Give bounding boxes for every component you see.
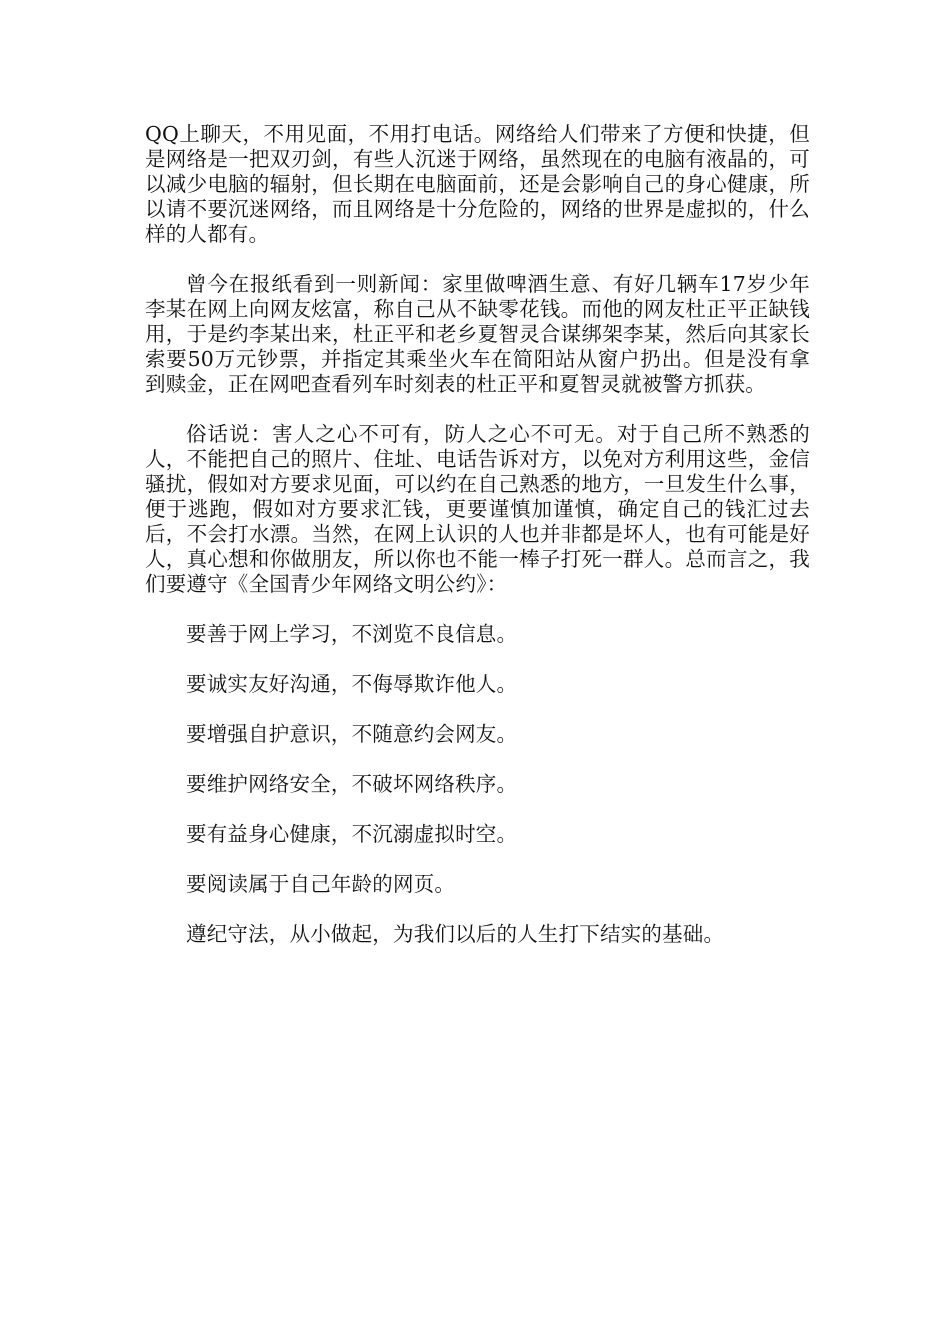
paragraph-advice: 俗话说：害人之心不可有，防人之心不可无。对于自己所不熟悉的人，不能把自己的照片、住址、电话告诉对方，以免对方利用这些，金信骚扰，假如对方要求见面，可以约在自己熟悉的地方，一旦发生什么事，便于逃跑，假如对方要求汇钱，更要谨慎加谨慎，确定自己的钱汇过去后，不会打水漂。当然，在网上认识的人也并非都是坏人，也有可能是好人，真心想和你做朋友，所以你也不能一棒子打死一群人。总而言之，我们要遵守《全国青少年网络文明公约》： [145, 422, 810, 596]
pledge-item: 要维护网络安全，不破坏网络秩序。 [186, 772, 518, 796]
document-body [145, 122, 810, 972]
pledge-item: 要诚实友好沟通，不侮辱欺诈他人。 [186, 672, 518, 696]
pledge-item: 要增强自护意识，不随意约会网友。 [186, 722, 518, 746]
pledge-item: 要善于网上学习，不浏览不良信息。 [186, 622, 518, 646]
closing-line: 遵纪守法，从小做起，为我们以后的人生打下结实的基础。 [186, 922, 725, 946]
paragraph-intro: QQ上聊天，不用见面，不用打电话。网络给人们带来了方便和快捷，但是网络是一把双刃剑，有些人沉迷于网络，虽然现在的电脑有液晶的，可以减少电脑的辐射，但长期在电脑面前，还是会影响自己的身心健康，所以请不要沉迷网络，而且网络是十分危险的，网络的世界是虚拟的，什么样的人都有。 [145, 122, 810, 246]
pledge-item: 要有益身心健康，不沉溺虚拟时空。 [186, 822, 518, 846]
pledge-item: 要阅读属于自己年龄的网页。 [186, 872, 456, 896]
paragraph-news: 曾今在报纸看到一则新闻：家里做啤酒生意、有好几辆车17岁少年李某在网上向网友炫富，称自己从不缺零花钱。而他的网友杜正平正缺钱用，于是约李某出来，杜正平和老乡夏智灵合谋绑架李某，然后向其家长索要50万元钞票，并指定其乘坐火车在简阳站从窗户扔出。但是没有拿到赎金，正在网吧查看列车时刻表的杜正平和夏智灵就被警方抓获。 [145, 272, 810, 396]
